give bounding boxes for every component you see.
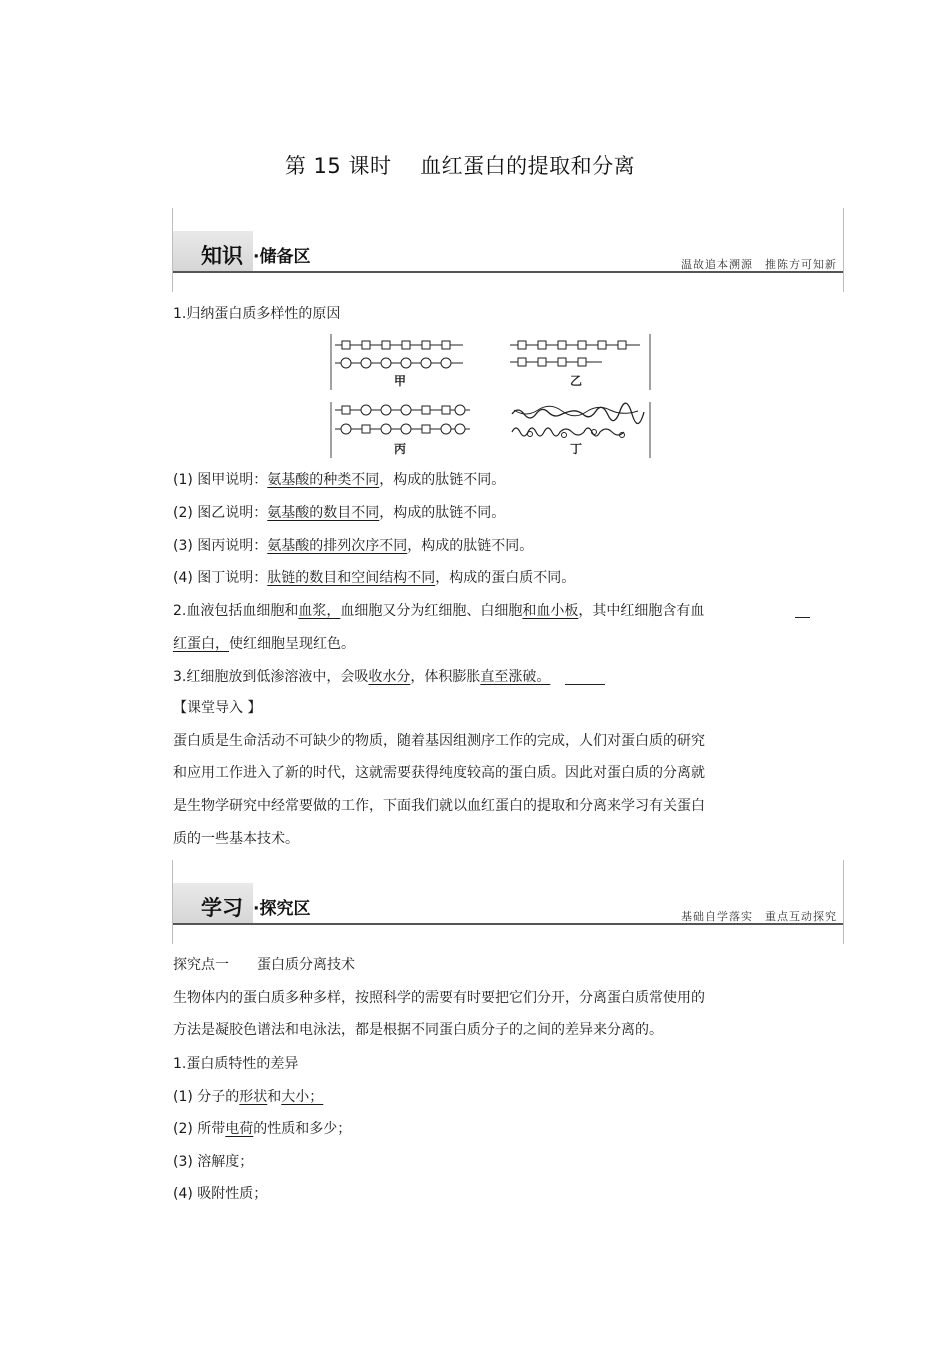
answer-blank: 收水分	[368, 669, 411, 685]
difference-item-2: (2) 所带电荷的性质和多少；	[173, 1121, 352, 1137]
item-2: (2) 图乙说明：氨基酸的数目不同，构成的肽链不同。	[173, 505, 506, 521]
answer-blank: 氨基酸的排列次序不同	[267, 538, 408, 554]
answer-blank: 氨基酸的种类不同	[267, 472, 380, 488]
banner-title: 知识	[201, 244, 243, 268]
figure-label-bing: 丙	[394, 442, 407, 456]
figure-bing	[330, 402, 475, 462]
question-3: 3.红细胞放到低渗溶液中，会吸收水分，体积膨胀直至涨破。	[173, 669, 551, 685]
intro-label: 【课堂导入 】	[173, 700, 262, 716]
difference-heading: 1.蛋白质特性的差异	[173, 1056, 299, 1072]
question-2-line-2: 红蛋白，使红细胞呈现红色。	[173, 636, 355, 652]
banner-motto: 基础自学落实 重点互动探究	[681, 910, 837, 923]
banner-subtitle: ·储备区	[253, 247, 311, 267]
banner-motto: 温故追本溯源 推陈方可知新	[681, 258, 837, 271]
figure-ding	[506, 402, 651, 462]
intro-line: 蛋白质是生命活动不可缺少的物质，随着基因组测序工作的完成，人们对蛋白质的研究	[173, 733, 705, 749]
intro-line: 和应用工作进入了新的时代，这就需要获得纯度较高的蛋白质。因此对蛋白质的分离就	[173, 765, 705, 781]
answer-blank: 电荷	[225, 1121, 254, 1137]
answer-blank: 大小；	[281, 1089, 324, 1105]
question-1-heading: 1.归纳蛋白质多样性的原因	[173, 306, 341, 322]
difference-item-1: (1) 分子的形状和大小；	[173, 1089, 324, 1105]
probe-title: 探究点一 蛋白质分离技术	[173, 957, 355, 973]
question-2-line-1: 2.血液包括血细胞和血浆，血细胞又分为红细胞、白细胞和血小板，其中红细胞含有血	[173, 603, 705, 619]
intro-line: 质的一些基本技术。	[173, 831, 299, 847]
answer-blank: 直至涨破。	[480, 669, 551, 685]
page-title: 第 15 课时 血红蛋白的提取和分离	[284, 154, 636, 178]
figure-label-jia: 甲	[394, 374, 407, 388]
item-3: (3) 图丙说明：氨基酸的排列次序不同，构成的肽链不同。	[173, 538, 534, 554]
answer-blank: 和血小板	[522, 603, 579, 619]
difference-item-3: (3) 溶解度；	[173, 1154, 254, 1170]
item-4: (4) 图丁说明：肽链的数目和空间结构不同，构成的蛋白质不同。	[173, 570, 576, 586]
figure-label-yi: 乙	[570, 374, 583, 388]
banner-title: 学习	[201, 896, 243, 920]
answer-blank: 红蛋白，	[173, 636, 229, 652]
answer-blank-trail	[795, 617, 810, 618]
difference-item-4: (4) 吸附性质；	[173, 1186, 268, 1202]
probe-line: 方法是凝胶色谱法和电泳法，都是根据不同蛋白质分子的之间的差异来分离的。	[173, 1022, 663, 1038]
probe-line: 生物体内的蛋白质多种多样，按照科学的需要有时要把它们分开，分离蛋白质常使用的	[173, 990, 705, 1006]
figure-yi	[506, 334, 651, 394]
figure-jia	[330, 334, 475, 394]
answer-blank: 氨基酸的数目不同	[267, 505, 380, 521]
item-1: (1) 图甲说明：氨基酸的种类不同，构成的肽链不同。	[173, 472, 506, 488]
answer-blank: 形状	[239, 1089, 268, 1105]
answer-blank: 肽链的数目和空间结构不同	[267, 570, 436, 586]
figure-label-ding: 丁	[570, 442, 583, 456]
intro-line: 是生物学研究中经常要做的工作，下面我们就以血红蛋白的提取和分离来学习有关蛋白	[173, 798, 705, 814]
section-banner-study	[172, 860, 844, 944]
section-banner-knowledge	[172, 208, 844, 292]
banner-subtitle: ·探究区	[253, 899, 311, 919]
answer-blank-trail	[565, 684, 605, 685]
answer-blank: 血浆，	[298, 603, 341, 619]
